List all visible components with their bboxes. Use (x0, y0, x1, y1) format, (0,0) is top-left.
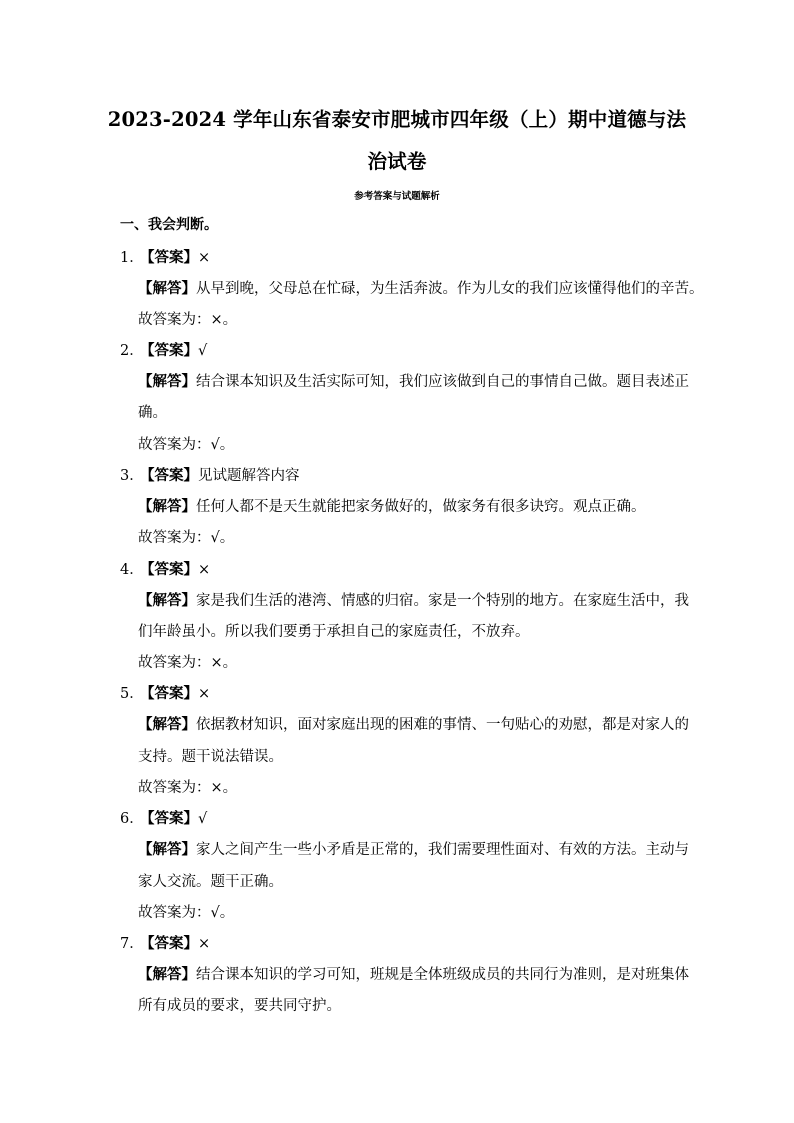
question-item-5-answer (120, 687, 210, 702)
answer-value: × (198, 562, 211, 578)
question-number: 4． (120, 562, 144, 578)
page-title-line-2: 治试卷 (367, 150, 427, 173)
question-item-3-conclusion: 故答案为：√。 (138, 530, 235, 546)
answer-value: × (198, 250, 211, 266)
answer-tag: 【答案】 (140, 467, 198, 484)
answer-tag: 【答案】 (140, 810, 198, 827)
answer-value: √ (198, 343, 208, 359)
section-title: 一、我会判断。 (120, 217, 218, 233)
answer-tag: 【答案】 (140, 561, 198, 578)
explanation-text: 从早到晚，父母总在忙碌，为生活奔波。作为儿女的我们应该懂得他们的辛苦。 (196, 281, 704, 297)
question-item-4-answer (120, 563, 210, 578)
question-item-1-explanation (138, 282, 704, 297)
question-number: 6． (120, 811, 144, 827)
question-item-4-explanation (138, 594, 689, 609)
question-item-1-answer (120, 251, 210, 266)
answer-tag: 【答案】 (140, 685, 198, 702)
question-item-6-explanation (138, 843, 689, 858)
question-item-6-conclusion: 故答案为：√。 (138, 905, 235, 921)
explanation-text: 依据教材知识，面对家庭出现的困难的事情、一句贴心的劝慰，都是对家人的 (196, 717, 689, 733)
question-item-1-conclusion: 故答案为：×。 (138, 312, 238, 328)
explain-tag: 【解答】 (138, 373, 196, 390)
explanation-text: 结合课本知识的学习可知，班规是全体班级成员的共同行为准则，是对班集体 (196, 967, 689, 983)
explanation-text: 结合课本知识及生活实际可知，我们应该做到自己的事情自己做。题目表述正 (196, 374, 689, 390)
question-item-4-conclusion: 故答案为：×。 (138, 655, 238, 671)
question-number: 7． (120, 936, 144, 952)
explain-tag: 【解答】 (138, 841, 196, 858)
answer-tag: 【答案】 (140, 249, 198, 266)
question-item-2-explanation (138, 375, 689, 390)
answer-value: × (198, 936, 211, 952)
answer-value: 见试题解答内容 (198, 468, 300, 484)
explain-tag: 【解答】 (138, 280, 196, 297)
question-item-2-explanation-cont: 确。 (138, 405, 167, 421)
answer-tag: 【答案】 (140, 342, 198, 359)
explanation-text: 任何人都不是天生就能把家务做好的，做家务有很多诀窍。观点正确。 (196, 499, 646, 515)
question-number: 5． (120, 686, 144, 702)
question-number: 1． (120, 250, 144, 266)
question-item-5-explanation-cont: 支持。题干说法错误。 (138, 749, 283, 765)
explain-tag: 【解答】 (138, 716, 196, 733)
question-item-6-explanation-cont: 家人交流。题干正确。 (138, 874, 283, 890)
explain-tag: 【解答】 (138, 966, 196, 983)
explain-tag: 【解答】 (138, 498, 196, 515)
explanation-text: 家是我们生活的港湾、情感的归宿。家是一个特别的地方。在家庭生活中，我 (196, 593, 689, 609)
answer-value: √ (198, 811, 208, 827)
question-item-3-explanation (138, 500, 646, 515)
question-number: 3． (120, 468, 144, 484)
answer-value: × (198, 686, 211, 702)
question-item-2-conclusion: 故答案为：√。 (138, 437, 235, 453)
page-title-line-1: 2023-2024 学年山东省泰安市肥城市四年级（上）期中道德与法 (107, 108, 687, 131)
question-number: 2． (120, 343, 144, 359)
question-item-2-answer (120, 344, 207, 359)
question-item-5-explanation (138, 718, 689, 733)
explanation-text: 家人之间产生一些小矛盾是正常的，我们需要理性面对、有效的方法。主动与 (196, 842, 689, 858)
answer-tag: 【答案】 (140, 935, 198, 952)
page-subtitle: 参考答案与试题解析 (354, 191, 440, 202)
question-item-6-answer (120, 812, 207, 827)
explain-tag: 【解答】 (138, 592, 196, 609)
question-item-7-answer (120, 937, 210, 952)
question-item-5-conclusion: 故答案为：×。 (138, 780, 238, 796)
question-item-4-explanation-cont: 们年龄虽小。所以我们要勇于承担自己的家庭责任，不放弃。 (138, 624, 530, 640)
question-item-7-explanation-cont: 所有成员的要求，要共同守护。 (138, 998, 341, 1014)
question-item-7-explanation (138, 968, 689, 983)
question-item-3-answer (120, 469, 300, 484)
